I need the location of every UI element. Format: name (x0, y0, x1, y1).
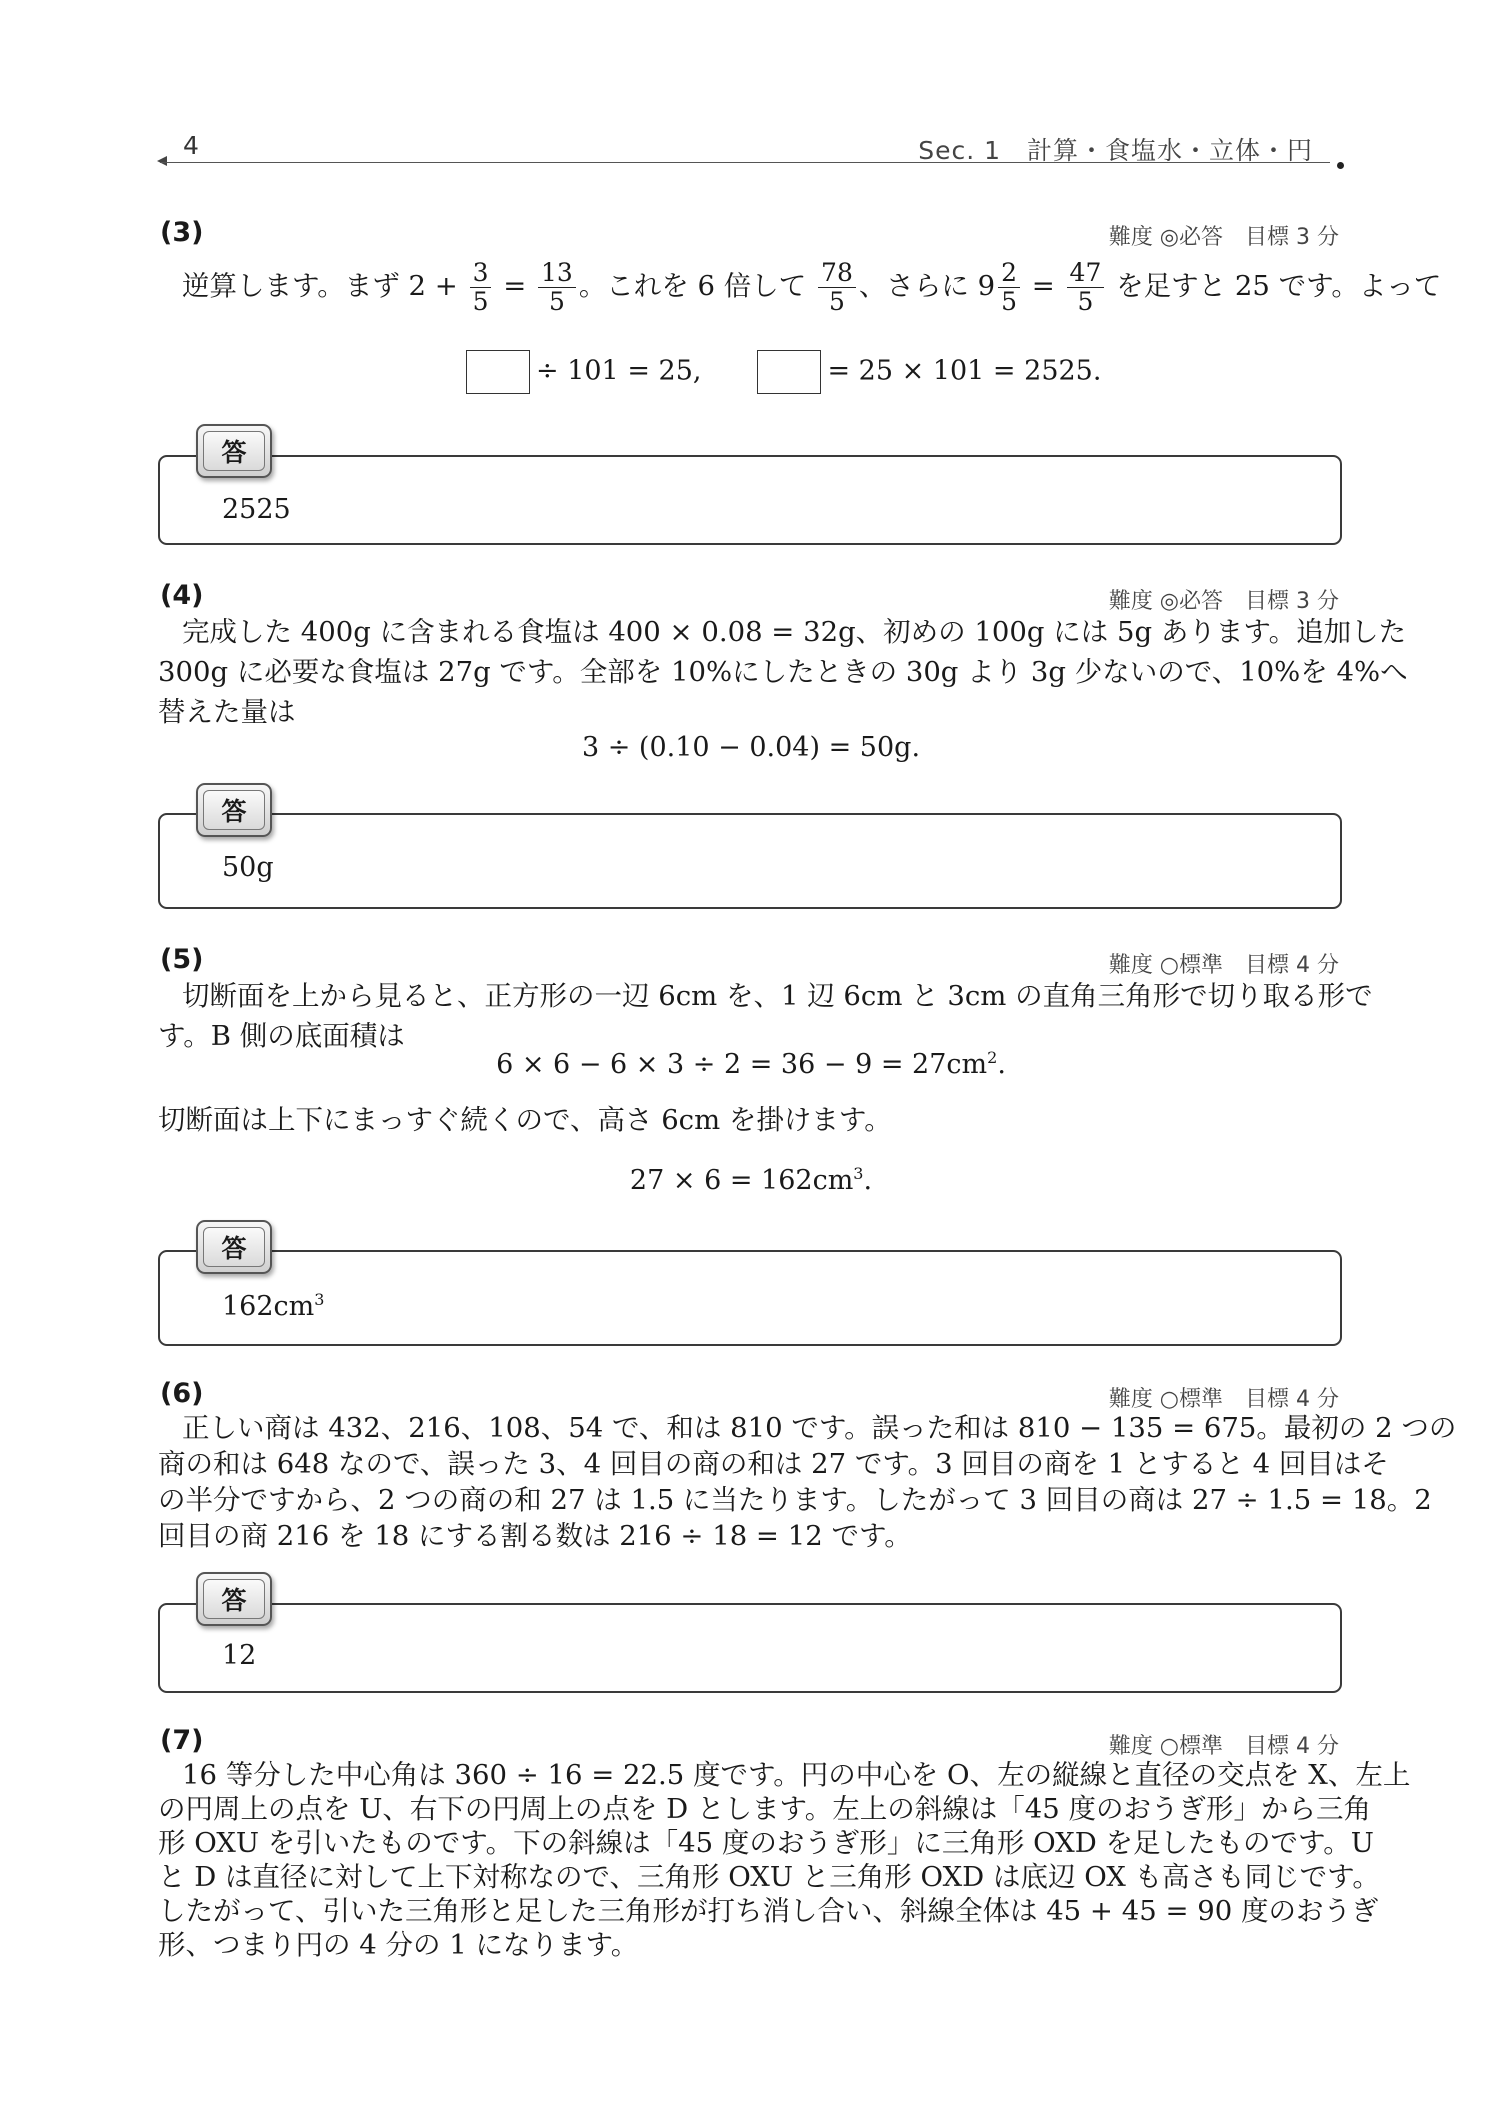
answer-tab: 答 (196, 424, 272, 478)
fraction: $\frac{47}{5}$ (1067, 259, 1105, 316)
problem-5-meta: 難度 ○標準 目標 4 分 (1108, 953, 1339, 978)
blank-box (466, 350, 530, 394)
problem-4-text: 完成した 400g に含まれる食塩は 400 × 0.08 = 32g、初めの 100g には 5g あります。追加した 300g に必要な食塩は 27g です。全部を 10%にしたときの 30g より 3g 少ないので、10%を 4%へ 替えた量は (158, 616, 1408, 728)
answer-6-value: 12 (222, 1640, 257, 1671)
blank-box (757, 350, 821, 394)
problem-6-text: 正しい商は 432、216、108、54 で、和は 810 です。誤った和は 810 − 135 = 675。最初の 2 つの 商の和は 648 なので、誤った 3、4 回目の商の和は 27 です。3 回目の商を 1 とすると 4 回目はそ の半分ですから、2 つの商の和 27 は 1.5 に当たります。したがって 3 回目の商は 27 ÷ 1.5 = 18。2 回目の商 216 を 18 にする割る数は 216 ÷ 18 = 12 です。 (158, 1412, 1457, 1552)
problem-3-meta: 難度 ◎必答 目標 3 分 (1108, 225, 1339, 250)
problem-3-equation: ÷ 101 = 25, = 25 × 101 = 2525. (460, 350, 1101, 394)
problem-5-text: 切断面を上から見ると、正方形の一辺 6cm を、1 辺 6cm と 3cm の直角三角形で切り取る形で す。B 側の底面積は (158, 980, 1373, 1052)
answer-4-value: 50g (222, 852, 274, 883)
problem-7-text: 16 等分した中心角は 360 ÷ 16 = 22.5 度です。円の中心を O、左の縦線と直径の交点を X、左上 の円周上の点を U、右下の円周上の点を D とします。左上の斜線は「45 度のおうぎ形」から三角 形 OXU を引いたものです。下の斜線は「45 度のおうぎ形」に三角形 OXD を足したものです。U と D は直径に対して上下対称なので、三角形 OXU と三角形 OXD は底辺 OX も高さも同じです。 したがって、引いた三角形と足した三角形が打ち消し合い、斜線全体は 45 + 45 = 90 度のおうぎ 形、つまり円の 4 分の 1 になります。 (158, 1759, 1411, 1961)
header-arrow-mark (157, 156, 167, 166)
answer-box-5 (158, 1250, 1342, 1346)
problem-5-equation-2: $27 \times 6 = 162cm^3$. (629, 1164, 873, 1196)
problem-4-number: (4) (160, 580, 204, 611)
page-number: 4 (183, 131, 199, 160)
fraction: $\frac{78}{5}$ (818, 259, 856, 316)
problem-3-number: (3) (160, 217, 204, 248)
problem-5-equation-1: $6 \times 6 - 6 \times 3 \div 2 = 36 - 9 = 27cm^2$. (496, 1048, 1006, 1080)
problem-6-number: (6) (160, 1378, 204, 1409)
problem-4-meta: 難度 ◎必答 目標 3 分 (1108, 589, 1339, 614)
answer-5-value: $162cm^3$ (222, 1290, 325, 1322)
answer-tab: 答 (196, 783, 272, 837)
answer-box-6 (158, 1603, 1342, 1693)
problem-5-text-2: 切断面は上下にまっすぐ続くので、高さ 6cm を掛けます。 (158, 1104, 892, 1136)
problem-4-equation: 3 ÷ (0.10 − 0.04) = 50g. (581, 732, 921, 763)
problem-3-text: 逆算します。まず 2 + $\frac{3}{5}$ = $\frac{13}{5}$ 。これを 6 倍して $\frac{78}{5}$ 、さらに 9 $\frac{2}{5}$ = $\frac{47}{5}$ を足すと 25 です。よって (182, 258, 1442, 316)
answer-tab: 答 (196, 1572, 272, 1626)
problem-7-meta: 難度 ○標準 目標 4 分 (1108, 1734, 1339, 1759)
problem-7-number: (7) (160, 1725, 204, 1756)
header-rule (160, 162, 1330, 163)
fraction: $\frac{3}{5}$ (470, 259, 492, 316)
fraction: $\frac{2}{5}$ (998, 259, 1020, 316)
answer-3-value: 2525 (222, 494, 291, 525)
answer-box-3 (158, 455, 1342, 545)
section-title: Sec. 1 計算・食塩水・立体・円 (918, 136, 1313, 165)
header-dot (1337, 162, 1344, 169)
problem-6-meta: 難度 ○標準 目標 4 分 (1108, 1387, 1339, 1412)
problem-5-number: (5) (160, 944, 204, 975)
answer-box-4 (158, 813, 1342, 909)
fraction: $\frac{13}{5}$ (538, 259, 576, 316)
answer-tab: 答 (196, 1220, 272, 1274)
